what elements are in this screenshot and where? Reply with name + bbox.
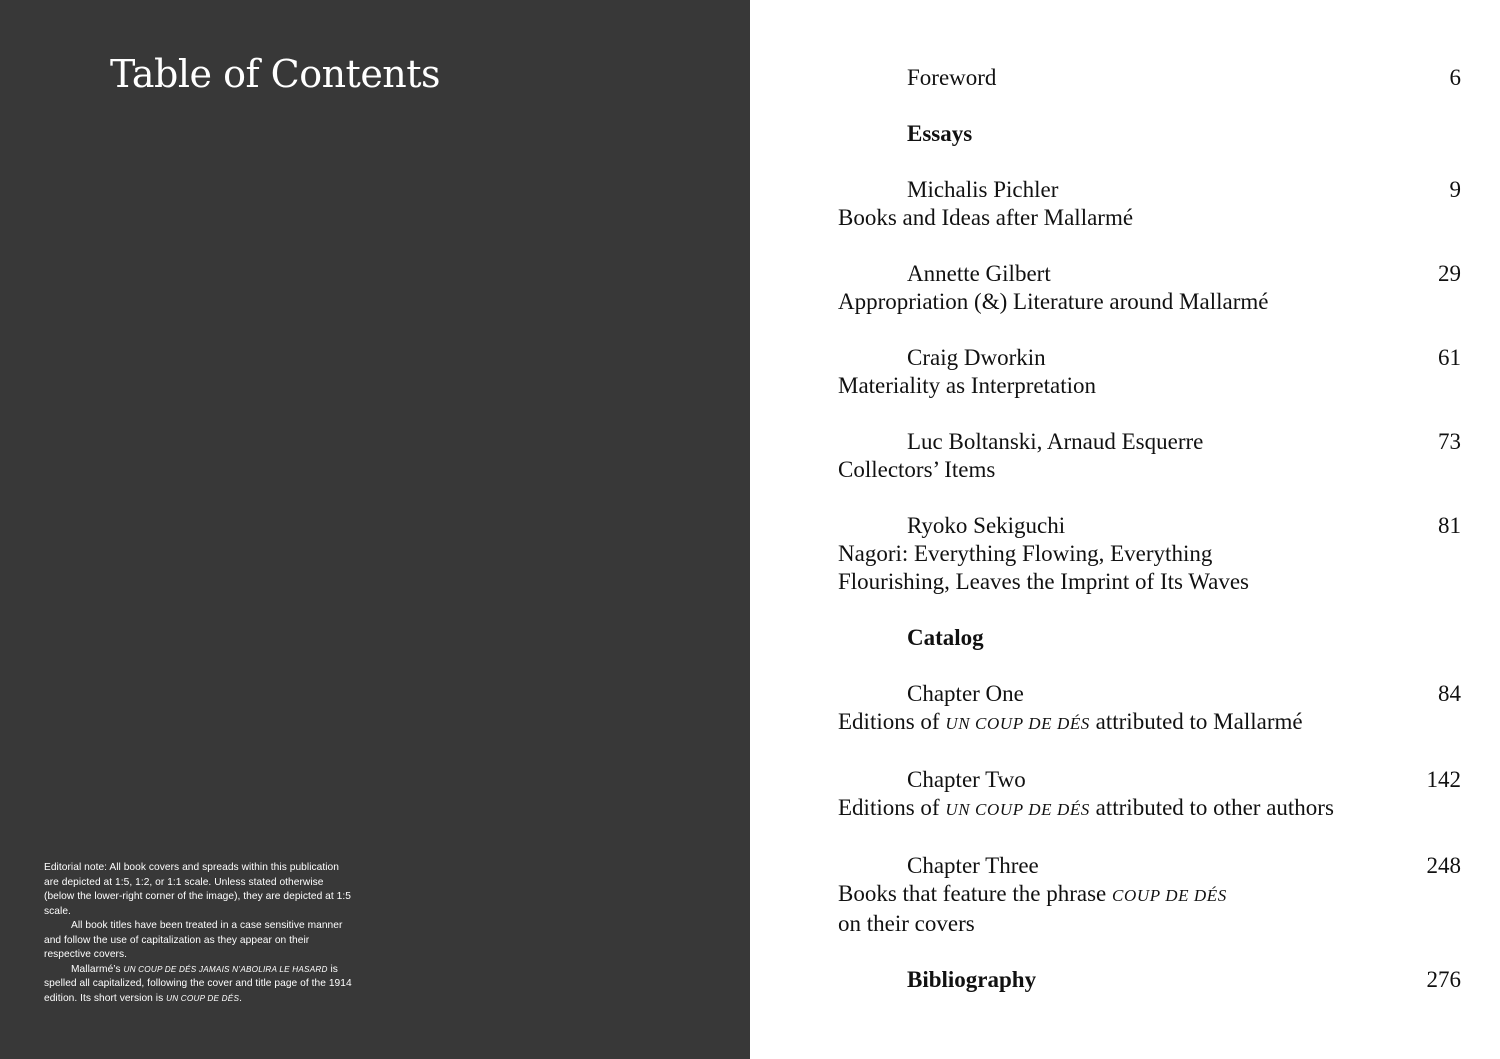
toc-entry-essay[interactable] — [838, 428, 1461, 484]
note-text: is spelled all capitalized, following the cover and title page of the 1914 edition. Its short version is — [44, 963, 352, 1004]
editorial-note-paragraph — [44, 963, 354, 1007]
page-number: 9 — [1449, 177, 1461, 202]
note-small-caps-title: UN COUP DE DÉS — [166, 993, 240, 1003]
toc-entry-essay[interactable] — [838, 260, 1461, 316]
essay-author: Craig Dworkin — [907, 345, 1046, 370]
editorial-note-paragraph: All book titles have been treated in a case sensitive manner and follow the use of capitalization as they appear on their respective covers. — [44, 920, 343, 960]
essay-title: Appropriation (&) Literature around Mallarmé — [838, 289, 1269, 314]
chapter-title-text: Editions of — [838, 795, 946, 820]
chapter-title — [838, 794, 1458, 824]
chapter-title — [838, 880, 1458, 910]
essay-author: Luc Boltanski, Arnaud Esquerre — [907, 429, 1204, 454]
essay-author: Michalis Pichler — [907, 177, 1059, 202]
note-small-caps-title: UN COUP DE DÉS JAMAIS N’ABOLIRA LE HASARD — [123, 964, 328, 974]
page-number: 29 — [1438, 261, 1461, 286]
toc-entry-foreword[interactable] — [838, 64, 1461, 92]
section-label: Bibliography — [907, 967, 1037, 992]
essay-title: Flourishing, Leaves the Imprint of Its Waves — [838, 569, 1250, 594]
chapter-title-text: attributed to Mallarmé — [1089, 709, 1303, 734]
editorial-note — [44, 861, 354, 1006]
toc-entry-bibliography[interactable] — [838, 966, 1461, 994]
chapter-title-text: attributed to other authors — [1089, 795, 1334, 820]
note-text: Mallarmé’s — [71, 963, 124, 975]
page-number: 142 — [1426, 767, 1461, 792]
chapter-title-text: Books that feature the phrase — [838, 881, 1112, 906]
chapter-label: Chapter One — [907, 681, 1024, 706]
page-number: 73 — [1438, 429, 1461, 454]
essay-title: Books and Ideas after Mallarmé — [838, 205, 1134, 230]
section-header-catalog — [838, 624, 1458, 652]
section-label: Catalog — [907, 625, 984, 650]
note-text: . — [239, 992, 243, 1004]
section-header-essays — [838, 120, 1458, 148]
essay-title: Collectors’ Items — [838, 457, 996, 482]
chapter-title — [838, 708, 1458, 738]
chapter-title: on their covers — [838, 911, 975, 936]
page-number: 248 — [1426, 853, 1461, 878]
page-number: 61 — [1438, 345, 1461, 370]
toc-entry-essay[interactable] — [838, 512, 1461, 596]
chapter-label: Chapter Two — [907, 767, 1026, 792]
page-title: Table of Contents — [110, 52, 441, 96]
small-caps-title: UN COUP DE DÉS — [945, 800, 1090, 819]
toc-entry-essay[interactable] — [838, 344, 1461, 400]
chapter-title-text: Editions of — [838, 709, 946, 734]
toc-entry-essay[interactable] — [838, 176, 1461, 232]
page-number: 84 — [1438, 681, 1461, 706]
small-caps-title: UN COUP DE DÉS — [945, 714, 1090, 733]
toc-entry-chapter[interactable] — [838, 680, 1461, 738]
page-number: 81 — [1438, 513, 1461, 538]
section-label: Essays — [907, 121, 973, 146]
essay-author: Ryoko Sekiguchi — [907, 513, 1066, 538]
toc-entry-chapter[interactable] — [838, 852, 1461, 938]
essay-title: Nagori: Everything Flowing, Everything — [838, 541, 1213, 566]
page-number: 276 — [1426, 967, 1461, 992]
essay-author: Annette Gilbert — [907, 261, 1051, 286]
small-caps-title: COUP DE DÉS — [1112, 886, 1227, 905]
chapter-label: Chapter Three — [907, 853, 1039, 878]
toc-entry-chapter[interactable] — [838, 766, 1461, 824]
editorial-note-paragraph: Editorial note: All book covers and spreads within this publication are depicted at 1:5, 1:2, or 1:1 scale. Unless stated otherwise (below the lower-right corner of the image), they are depicted at 1:5 scale. — [44, 862, 351, 917]
right-page — [750, 0, 1500, 1059]
page-number: 6 — [1449, 65, 1461, 90]
table-of-contents — [838, 64, 1461, 994]
entry-label: Foreword — [907, 65, 997, 90]
essay-title: Materiality as Interpretation — [838, 373, 1097, 398]
